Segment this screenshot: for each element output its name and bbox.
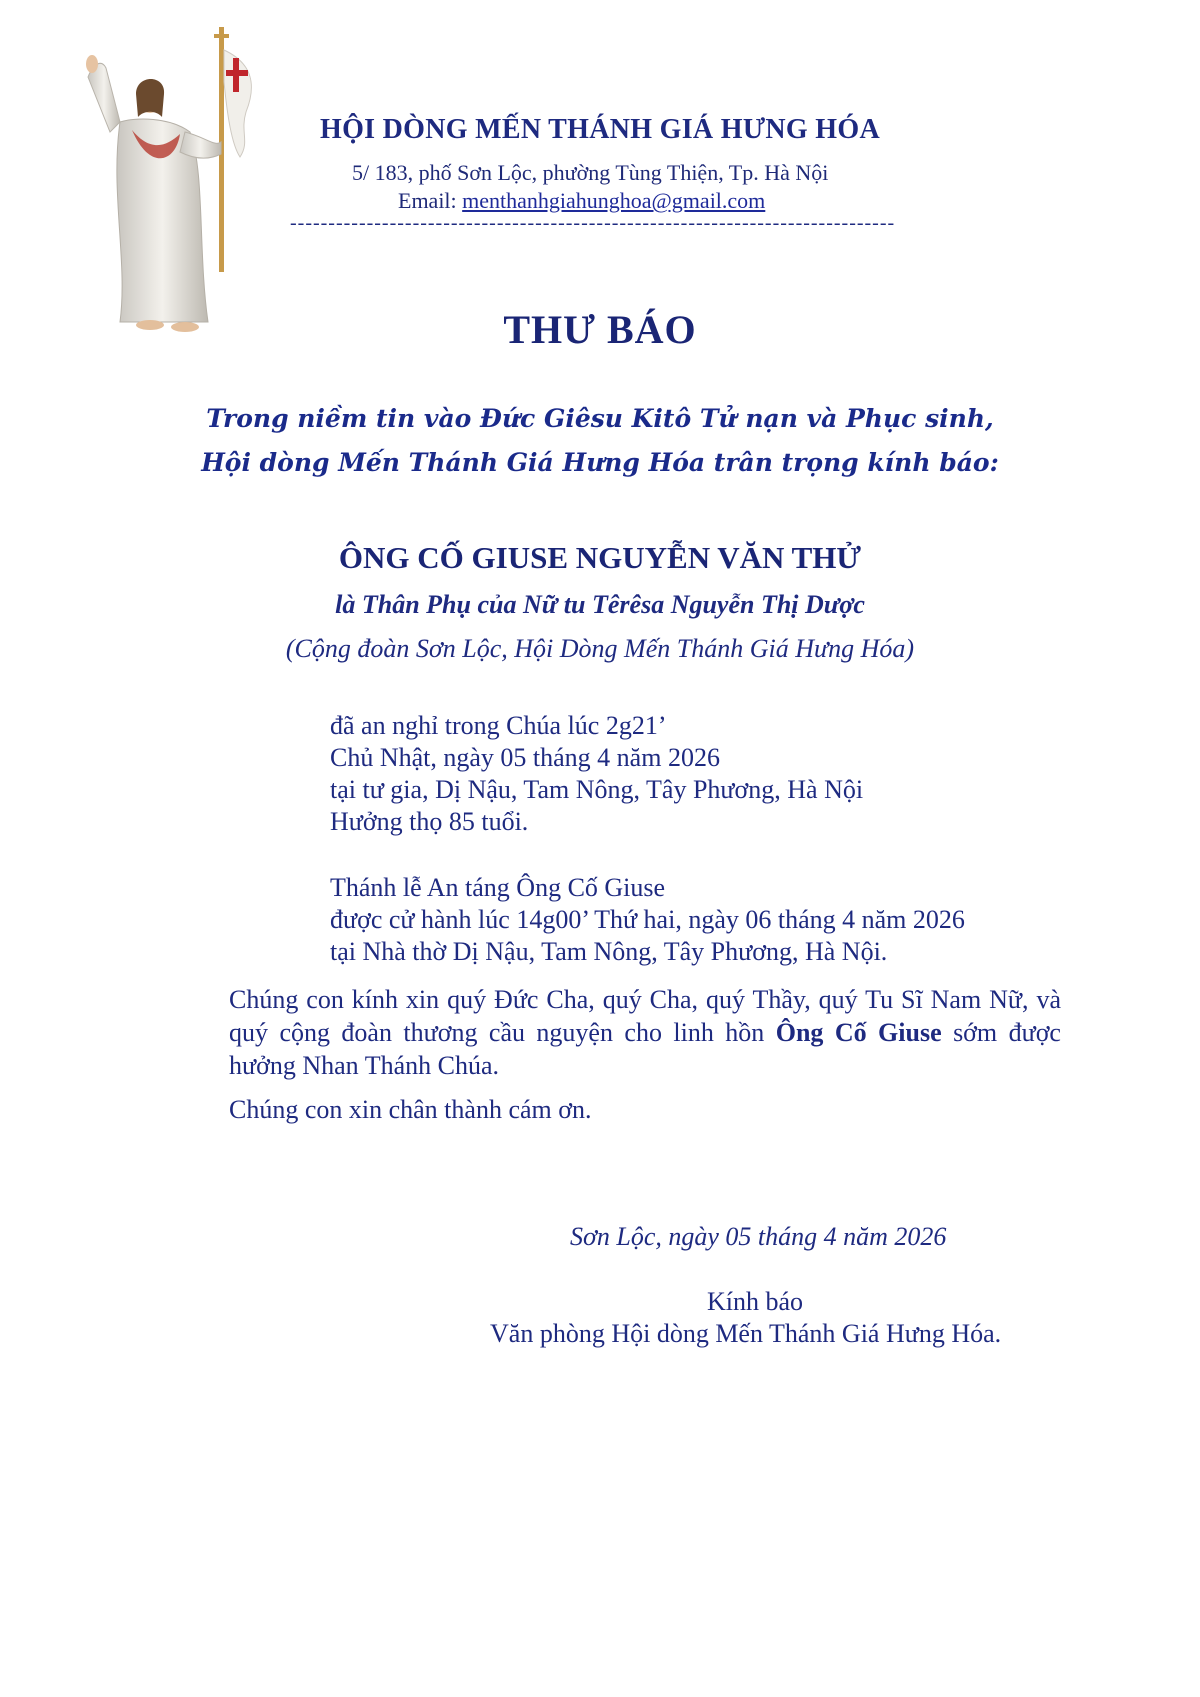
prayer-request-bold: Ông Cố Giuse (775, 1018, 942, 1047)
prayer-request-end: sớm được hưởng Nhan Thánh Chúa. (229, 1018, 1061, 1080)
org-name (0, 114, 1200, 146)
community-line: (Cộng đoàn Sơn Lộc, Hội Dòng Mến Thánh Giá Hưng Hóa) (285, 634, 915, 663)
deceased-name: ÔNG CỐ GIUSE NGUYỄN VĂN THỬ (338, 540, 862, 575)
closing: Kính báo (707, 1287, 804, 1316)
risen-christ-illustration (80, 22, 265, 352)
thanks-line: Chúng con xin chân thành cám ơn. (229, 1095, 592, 1124)
org-email (398, 188, 765, 214)
org-name-text: HỘI DÒNG MẾN THÁNH GIÁ HƯNG HÓA (320, 114, 880, 145)
intro-line-1: Trong niềm tin vào Đức Giêsu Kitô Tử nạn và Phục sinh, (206, 404, 994, 433)
prayer-request (229, 983, 1061, 1082)
funeral-detail-line: tại Nhà thờ Dị Nậu, Tam Nông, Tây Phương, Hà Nội. (330, 937, 888, 966)
death-detail-line: Hưởng thọ 85 tuổi. (330, 807, 529, 836)
signing-office: Văn phòng Hội dòng Mến Thánh Giá Hưng Hóa. (490, 1319, 1002, 1348)
funeral-detail-line: được cử hành lúc 14g00’ Thứ hai, ngày 06 tháng 4 năm 2026 (330, 905, 965, 934)
email-link[interactable]: menthanhgiahunghoa@gmail.com (462, 188, 766, 213)
risen-christ-icon (80, 22, 265, 352)
header-separator: ------------------------------------------------------------------------------- (290, 216, 896, 230)
prayer-request-text: Chúng con kính xin quý Đức Cha, quý Cha, quý Thầy, quý Tu Sĩ Nam Nữ, và quý cộng đoàn thương cầu nguyện cho linh hồn (229, 985, 1061, 1047)
org-address: 5/ 183, phố Sơn Lộc, phường Tùng Thiện, Tp. Hà Nội (352, 160, 829, 185)
document-title: THƯ BÁO (503, 307, 697, 352)
death-detail-line: Chủ Nhật, ngày 05 tháng 4 năm 2026 (330, 743, 720, 772)
deceased-relation: là Thân Phụ của Nữ tu Têrêsa Nguyễn Thị Dược (335, 590, 865, 619)
death-detail-line: đã an nghỉ trong Chúa lúc 2g21’ (330, 711, 667, 740)
intro-line-2: Hội dòng Mến Thánh Giá Hưng Hóa trân trọng kính báo: (201, 448, 999, 477)
funeral-detail-line: Thánh lễ An táng Ông Cố Giuse (330, 873, 666, 902)
email-label: Email: (398, 188, 463, 213)
death-detail-line: tại tư gia, Dị Nậu, Tam Nông, Tây Phương, Hà Nội (330, 775, 864, 804)
place-date: Sơn Lộc, ngày 05 tháng 4 năm 2026 (570, 1222, 947, 1251)
